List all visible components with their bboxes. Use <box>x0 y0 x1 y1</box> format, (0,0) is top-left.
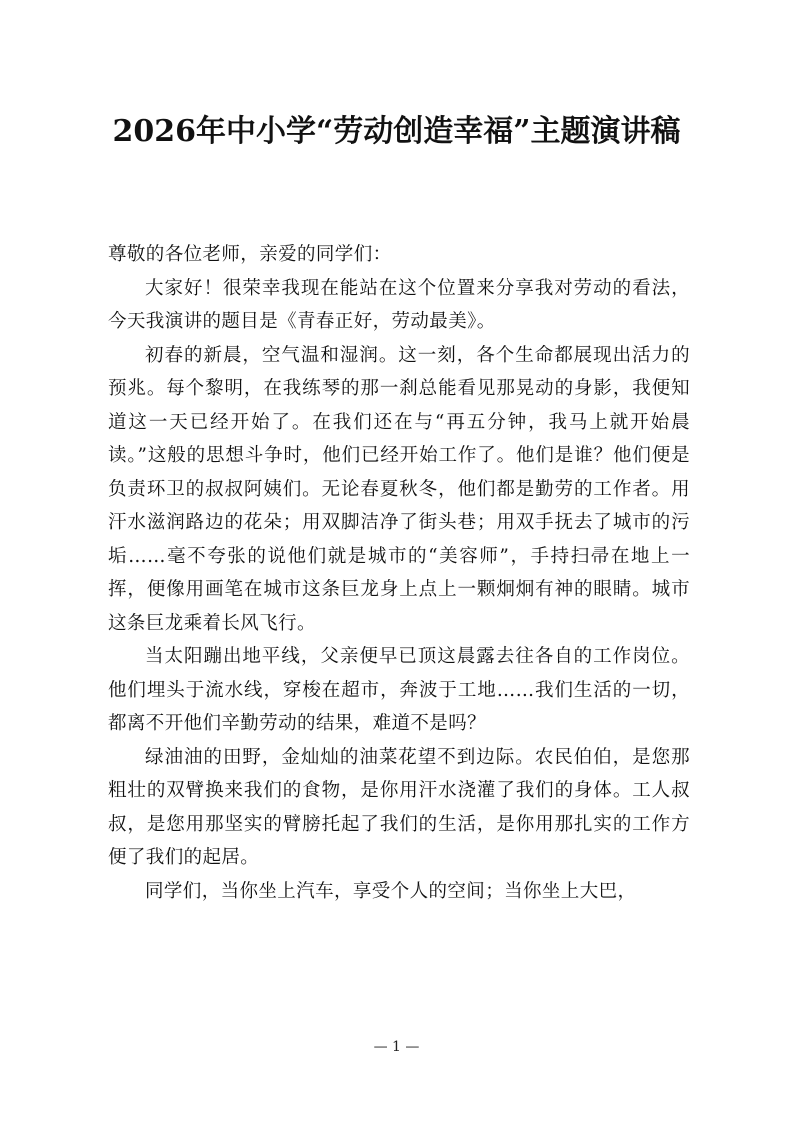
salutation: 尊敬的各位老师，亲爱的同学们： <box>108 244 392 265</box>
document-body <box>108 238 690 908</box>
paragraph-classmates: 同学们，当你坐上汽车，享受个人的空间；当你坐上大巴， <box>145 880 637 902</box>
document-title: 2026年中小学“劳动创造幸福”主题演讲稿 <box>112 114 681 149</box>
paragraph-sanitation-workers: 初春的新晨，空气温和湿润。这一刻，各个生命都展现出活力的预兆。每个黎明，在我练琴的那一刹总能看见那晃动的身影，我便知道这一天已经开始了。在我们还在与“再五分钟，我马上就开始晨读。”这般的思想斗争时，他们已经开始工作了。他们是谁？他们便是负责环卫的叔叔阿姨们。无论春夏秋冬，他们都是勤劳的工作者。用汗水滋润路边的花朵；用双脚洁净了街头巷；用双手抚去了城市的污垢……毫不夸张的说他们就是城市的“美容师”，手持扫帚在地上一挥，便像用画笔在城市这条巨龙身上点上一颗炯炯有神的眼睛。城市这条巨龙乘着长风飞行。 <box>108 344 690 634</box>
paragraph-greeting: 大家好！很荣幸我现在能站在这个位置来分享我对劳动的看法，今天我演讲的题目是《青春正好，劳动最美》。 <box>108 277 690 332</box>
page-number: — 1 — <box>373 1039 420 1055</box>
paragraph-farmers-workers: 绿油油的田野，金灿灿的油菜花望不到边际。农民伯伯，是您那粗壮的双臂换来我们的食物，是你用汗水浇灌了我们的身体。工人叔叔，是您用那坚实的臂膀托起了我们的生活，是你用那扎实的工作方便了我们的起居。 <box>108 746 690 868</box>
paragraph-parents: 当太阳蹦出地平线，父亲便早已顶这晨露去往各自的工作岗位。他们埋头于流水线，穿梭在超市，奔波于工地……我们生活的一切，都离不开他们辛勤劳动的结果，难道不是吗？ <box>108 646 690 734</box>
